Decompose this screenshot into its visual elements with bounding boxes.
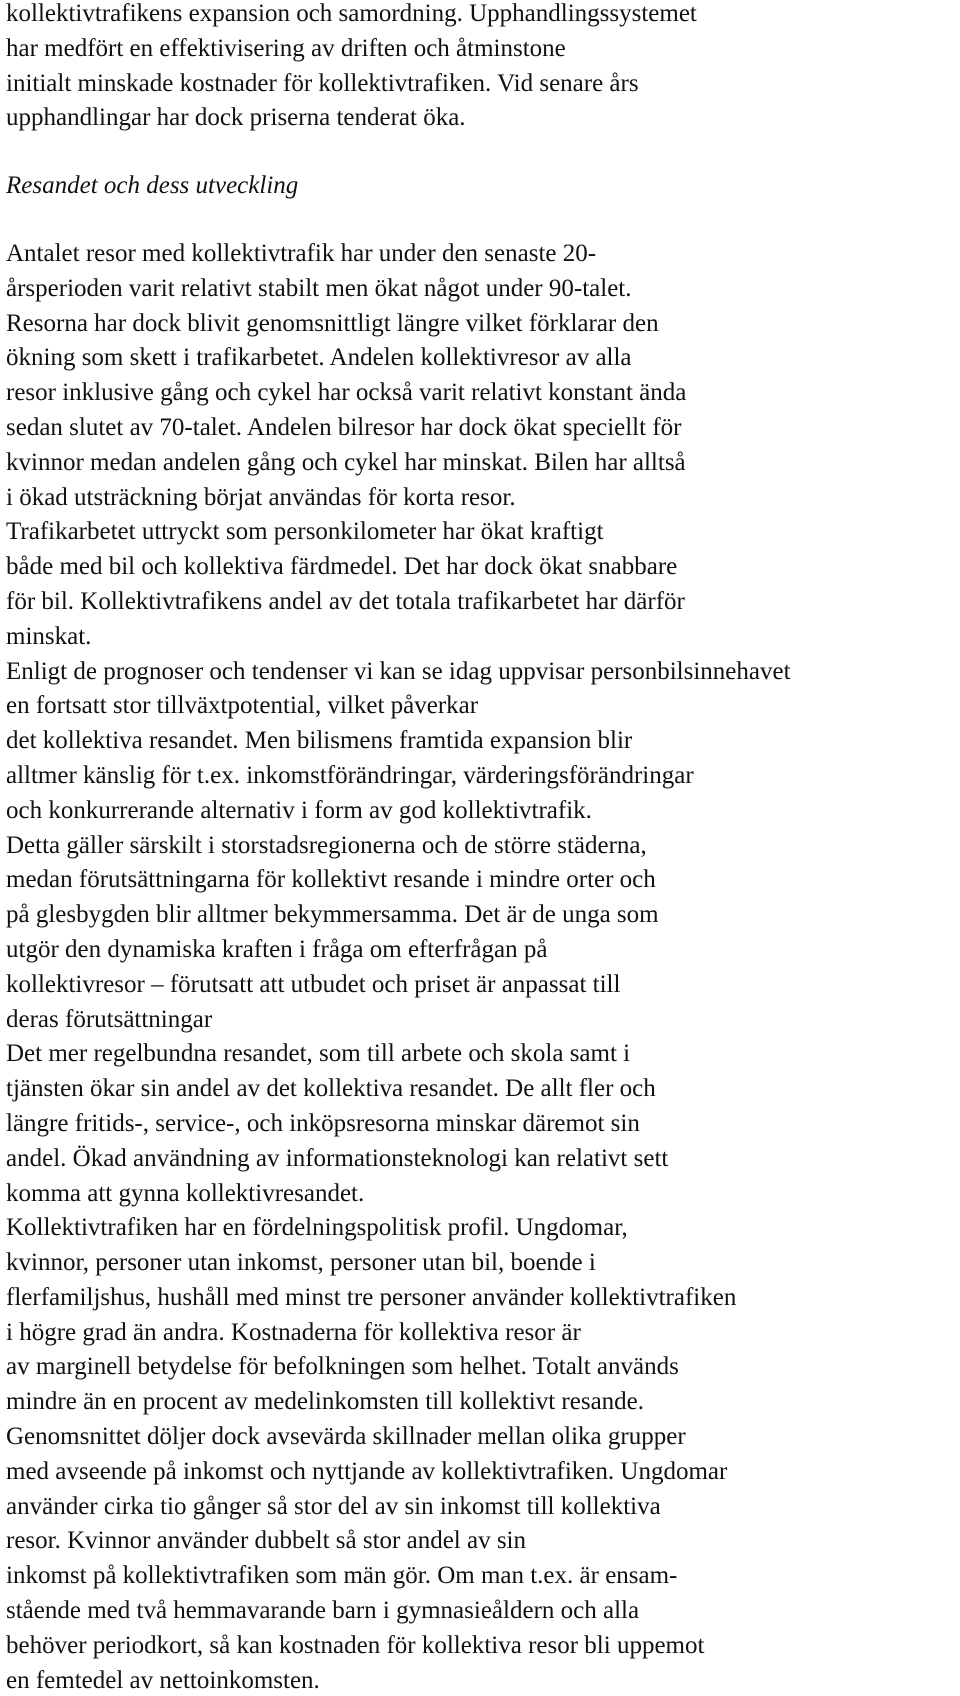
text-line: andel. Ökad användning av informationsteknologi kan relativt sett xyxy=(6,1144,669,1172)
text-line: alltmer känslig för t.ex. inkomstförändringar, värderingsförändringar xyxy=(6,761,694,789)
text-line: initialt minskade kostnader för kollektivtrafiken. Vid senare års xyxy=(6,69,639,97)
body-text xyxy=(6,237,958,1696)
text-line: har medfört en effektivisering av driften och åtminstone xyxy=(6,34,566,62)
text-line: medan förutsättningarna för kollektivt resande i mindre orter och xyxy=(6,866,656,894)
text-line: Trafikarbetet uttryckt som personkilometer har ökat kraftigt xyxy=(6,518,604,546)
section-heading-text: Resandet och dess utveckling xyxy=(6,172,299,200)
text-line: sedan slutet av 70-talet. Andelen bilresor har dock ökat speciellt för xyxy=(6,413,682,441)
text-line: en fortsatt stor tillväxtpotential, vilket påverkar xyxy=(6,692,479,720)
text-line: med avseende på inkomst och nyttjande av kollektivtrafiken. Ungdomar xyxy=(6,1457,728,1485)
text-line: inkomst på kollektivtrafiken som män gör. Om man t.ex. är ensam- xyxy=(6,1562,678,1590)
text-line: minskat. xyxy=(6,622,92,650)
text-line: och konkurrerande alternativ i form av god kollektivtrafik. xyxy=(6,796,592,824)
document-page xyxy=(6,0,958,1696)
text-line: använder cirka tio gånger så stor del av sin inkomst till kollektiva xyxy=(6,1492,661,1520)
text-line: kvinnor medan andelen gång och cykel har minskat. Bilen har alltså xyxy=(6,448,686,476)
text-line: resor inklusive gång och cykel har också varit relativt konstant ända xyxy=(6,379,687,407)
text-line: flerfamiljshus, hushåll med minst tre personer använder kollektivtrafiken xyxy=(6,1283,737,1311)
text-line: Detta gäller särskilt i storstadsregionerna och de större städerna, xyxy=(6,831,647,859)
text-line: kollektivtrafikens expansion och samordning. Upphandlingssystemet xyxy=(6,0,697,27)
text-line: Kollektivtrafiken har en fördelningspolitisk profil. Ungdomar, xyxy=(6,1214,628,1242)
text-line: ökning som skett i trafikarbetet. Andelen kollektivresor av alla xyxy=(6,344,632,372)
text-line: Genomsnittet döljer dock avsevärda skillnader mellan olika grupper xyxy=(6,1423,686,1451)
text-line: kvinnor, personer utan inkomst, personer utan bil, boende i xyxy=(6,1249,596,1277)
text-line: av marginell betydelse för befolkningen som helhet. Totalt används xyxy=(6,1353,679,1381)
text-line: kollektivresor – förutsatt att utbudet och priset är anpassat till xyxy=(6,970,621,998)
paragraph-gap xyxy=(6,136,958,169)
text-line: en femtedel av nettoinkomsten. xyxy=(6,1666,320,1694)
paragraph-gap xyxy=(6,204,958,237)
text-line: Antalet resor med kollektivtrafik har under den senaste 20- xyxy=(6,239,597,267)
text-line: årsperioden varit relativt stabilt men ökat något under 90-talet. xyxy=(6,274,632,302)
text-line: resor. Kvinnor använder dubbelt så stor andel av sin xyxy=(6,1527,527,1555)
text-line: både med bil och kollektiva färdmedel. Det har dock ökat snabbare xyxy=(6,553,678,581)
text-line: stående med två hemmavarande barn i gymnasieåldern och alla xyxy=(6,1597,640,1625)
text-line: det kollektiva resandet. Men bilismens framtida expansion blir xyxy=(6,727,633,755)
text-line: för bil. Kollektivtrafikens andel av det totala trafikarbetet har därför xyxy=(6,587,685,615)
text-line: deras förutsättningar xyxy=(6,1005,213,1033)
text-line: på glesbygden blir alltmer bekymmersamma. Det är de unga som xyxy=(6,901,659,929)
intro-paragraph xyxy=(6,0,958,136)
text-line: komma att gynna kollektivresandet. xyxy=(6,1179,365,1207)
text-line: tjänsten ökar sin andel av det kollektiva resandet. De allt fler och xyxy=(6,1075,656,1103)
text-line: Enligt de prognoser och tendenser vi kan se idag uppvisar personbilsinnehavet xyxy=(6,657,791,685)
text-line: upphandlingar har dock priserna tenderat öka. xyxy=(6,104,466,132)
text-line: längre fritids-, service-, och inköpsresorna minskar däremot sin xyxy=(6,1109,640,1137)
text-line: i högre grad än andra. Kostnaderna för kollektiva resor är xyxy=(6,1318,581,1346)
text-line: behöver periodkort, så kan kostnaden för kollektiva resor bli uppemot xyxy=(6,1631,705,1659)
text-line: Resorna har dock blivit genomsnittligt längre vilket förklarar den xyxy=(6,309,659,337)
text-line: mindre än en procent av medelinkomsten till kollektivt resande. xyxy=(6,1388,645,1416)
text-line: i ökad utsträckning börjat användas för korta resor. xyxy=(6,483,516,511)
text-line: utgör den dynamiska kraften i fråga om efterfrågan på xyxy=(6,935,548,963)
text-line: Det mer regelbundna resandet, som till arbete och skola samt i xyxy=(6,1040,631,1068)
section-heading xyxy=(6,169,958,204)
